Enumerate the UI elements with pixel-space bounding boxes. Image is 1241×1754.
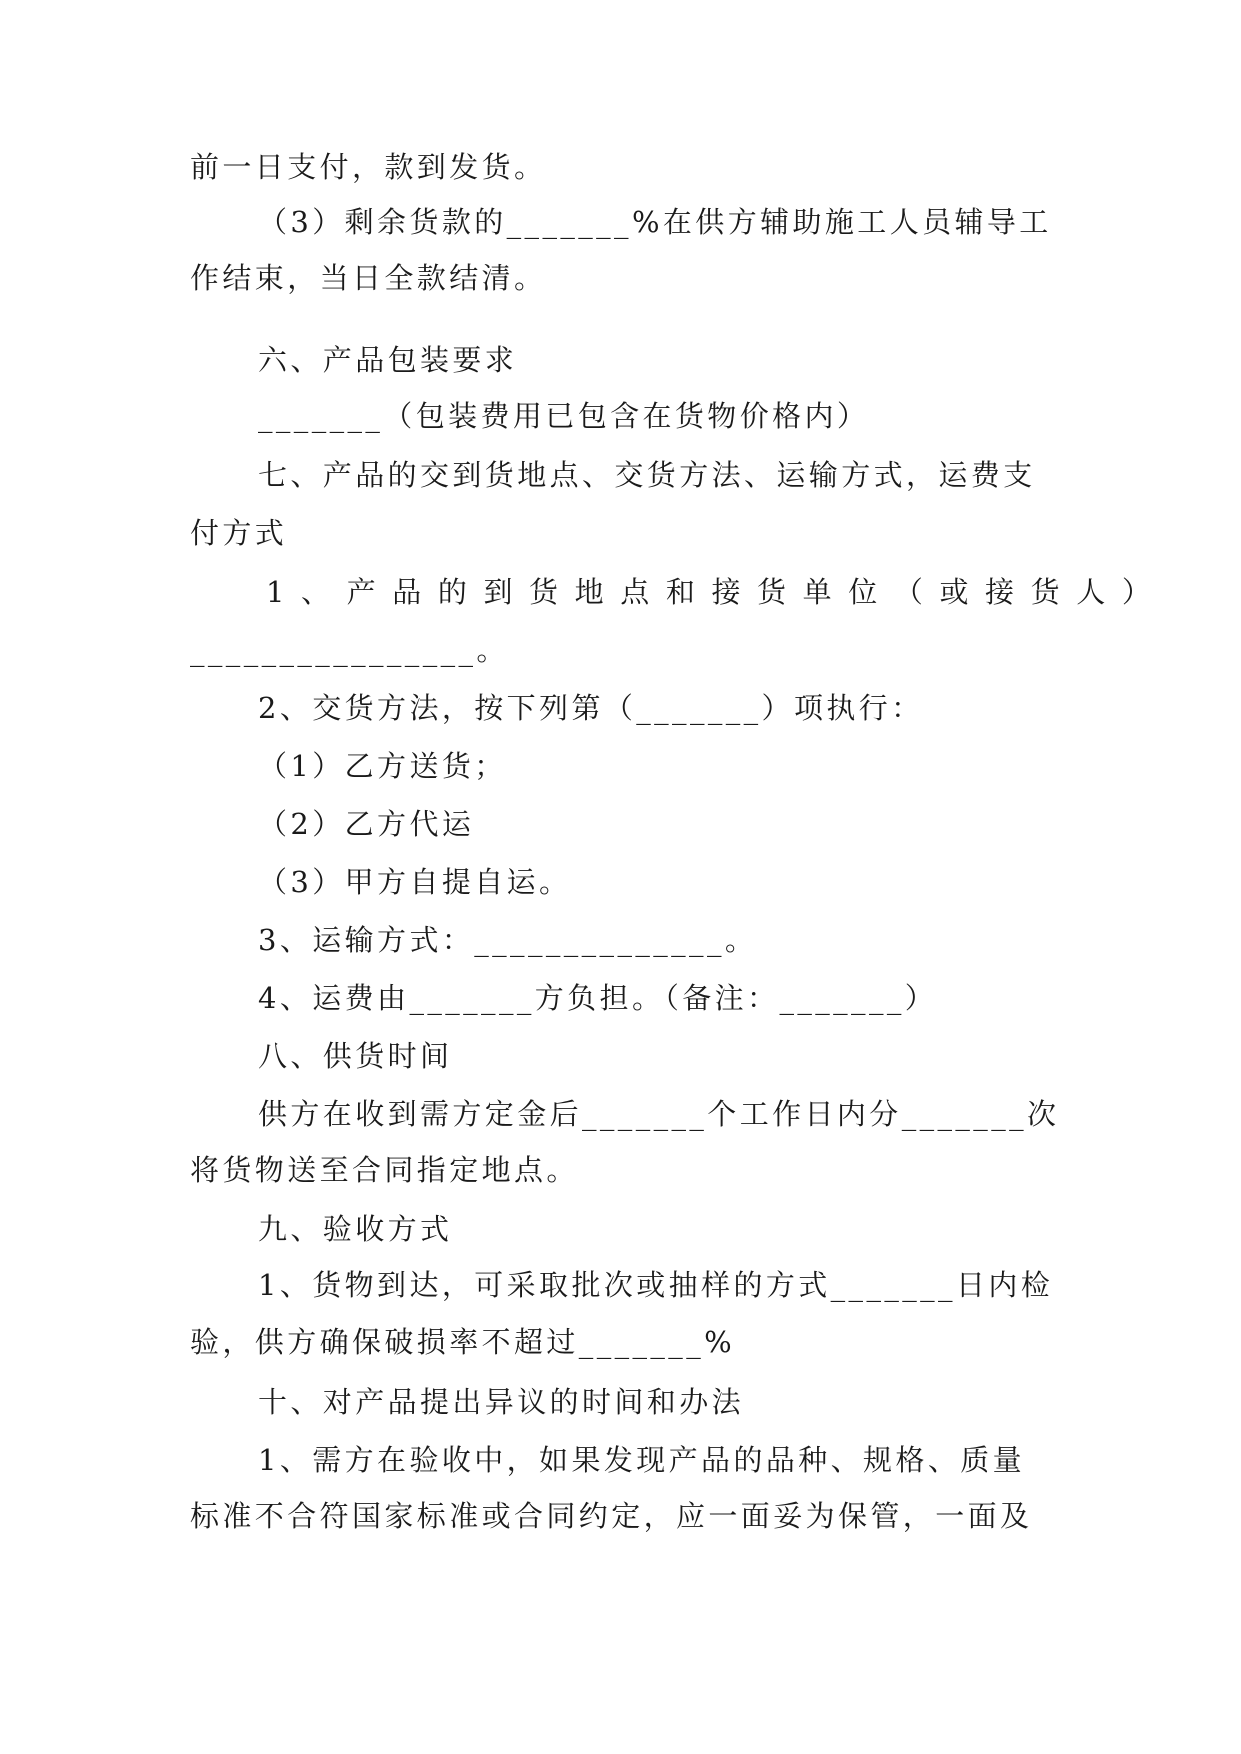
list-item: （3）甲方自提自运。 (258, 865, 572, 899)
list-item: （2）乙方代运 (258, 807, 475, 841)
text-line: 供方在收到需方定金后_______个工作日内分_______次 (258, 1097, 1060, 1131)
section-heading-continued: 付方式 (190, 516, 288, 550)
section-heading: 六、产品包装要求 (258, 343, 518, 377)
text-line: 3、运输方式：______________。 (258, 923, 758, 957)
text-line: 1、货物到达，可采取批次或抽样的方式_______日内检 (258, 1268, 1054, 1302)
list-item: （1）乙方送货； (258, 749, 507, 783)
text-line: 4、运费由_______方负担。（备注：_______） (258, 981, 938, 1015)
text-line: （3）剩余货款的_______%在供方辅助施工人员辅导工 (258, 205, 1052, 239)
text-line: 标准不合符国家标准或合同约定，应一面妥为保管，一面及 (190, 1499, 1033, 1533)
text-line: ________________。 (190, 633, 509, 667)
text-line: 前一日支付，款到发货。 (190, 150, 547, 184)
text-line: 将货物送至合同指定地点。 (190, 1153, 579, 1187)
text-line: _______（包装费用已包含在货物价格内） (258, 399, 870, 433)
text-line: 验，供方确保破损率不超过_______% (190, 1325, 736, 1359)
section-heading: 九、验收方式 (258, 1212, 453, 1246)
section-heading: 八、供货时间 (258, 1039, 453, 1073)
text-line: 2、交货方法，按下列第（_______）项执行： (258, 691, 924, 725)
section-heading: 七、产品的交到货地点、交货方法、运输方式，运费支 (258, 458, 1036, 492)
text-line: 作结束，当日全款结清。 (190, 261, 547, 295)
text-line: 1、需方在验收中，如果发现产品的品种、规格、质量 (258, 1443, 1026, 1477)
text-line: 1、产品的到货地点和接货单位（或接货人） (266, 575, 1168, 609)
section-heading: 十、对产品提出异议的时间和办法 (258, 1385, 745, 1419)
